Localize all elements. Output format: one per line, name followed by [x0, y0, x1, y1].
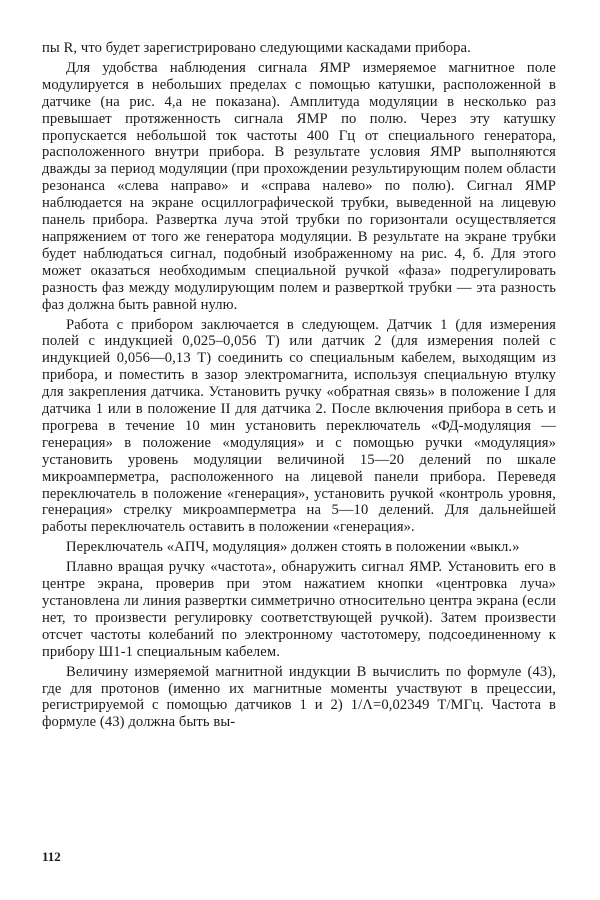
- paragraph-6: Величину измеряемой магнитной индукции B вычислить по формуле (43), где для протонов (именно их магнитные моменты участвуют в прецессии, регистрируемой с помощью датчиков 1 и 2) 1/Λ=0,02349 Т/МГц. Частота в формуле (43) должна быть вы-: [42, 663, 556, 731]
- page-text: [42, 40, 556, 734]
- paragraph-2: Для удобства наблюдения сигнала ЯМР измеряемое магнитное поле модулируется в небольших пределах с помощью катушки, расположенной в датчике (на рис. 4,а не показана). Амплитуда модуляции в несколько раз превышает протяженность сигнала ЯМР по полю. Через эту катушку пропускается небольшой ток частоты 400 Гц от специального генератора, расположенного внутри прибора. В результате условия ЯМР выполняются дважды за период модуляции (при прохождении результирующим полем области резонанса «слева направо» и «справа налево» по полю). Сигнал ЯМР наблюдается на экране осциллографической трубки, выведенной на лицевую панель прибора. Развертка луча этой трубки по горизонтали осуществляется напряжением от того же генератора модуляции. В результате на экране трубки будет наблюдаться сигнал, подобный изображенному на рис. 4, б. Для этого может оказаться необходимым специальной ручкой «фаза» подрегулировать разность фаз между модулирующим полем и разверткой трубки — эта разность фаз должна быть равной нулю.: [42, 59, 556, 313]
- paragraph-4: Переключатель «АПЧ, модуляция» должен стоять в положении «выкл.»: [66, 539, 520, 556]
- paragraph-5: Плавно вращая ручку «частота», обнаружить сигнал ЯМР. Установить его в центре экрана, проверив при этом нажатием кнопки «центровка луча» установлена ли линия развертки симметрично относительно центра экрана (если нет, то произвести регулировку соответствующей ручкой). Затем произвести отсчет частоты колебаний по электронному частотомеру, подсоединенному к прибору Ш1-1 специальным кабелем.: [42, 559, 556, 660]
- paragraph-3: Работа с прибором заключается в следующем. Датчик 1 (для измерения полей с индукцией 0,025–0,056 Т) или датчик 2 (для измерения полей с индукцией 0,056—0,13 Т) соединить со специальным кабелем, выходящим из прибора, и поместить в зазор электромагнита, используя специальную втулку для закрепления датчика. Установить ручку «обратная связь» в положение I для датчика 1 или в положение II для датчика 2. После включения прибора в сеть и прогрева в течение 10 мин установить переключатель «ФД-модуляция — генерация» в положение «модуляция» и с помощью ручки «модуляция» установить уровень модуляции величиной 15—20 делений по шкале микроамперметра, расположенного на лицевой панели прибора. Переведя переключатель в положение «генерация», установить ручкой «контроль уровня, генерация» стрелку микроамперметра на 5—10 делений. Для дальнейшей работы переключатель оставить в положении «генерация».: [42, 316, 556, 536]
- page-number: 112: [42, 849, 61, 864]
- paragraph-1: пы R, что будет зарегистрировано следующими каскадами прибора.: [42, 40, 471, 56]
